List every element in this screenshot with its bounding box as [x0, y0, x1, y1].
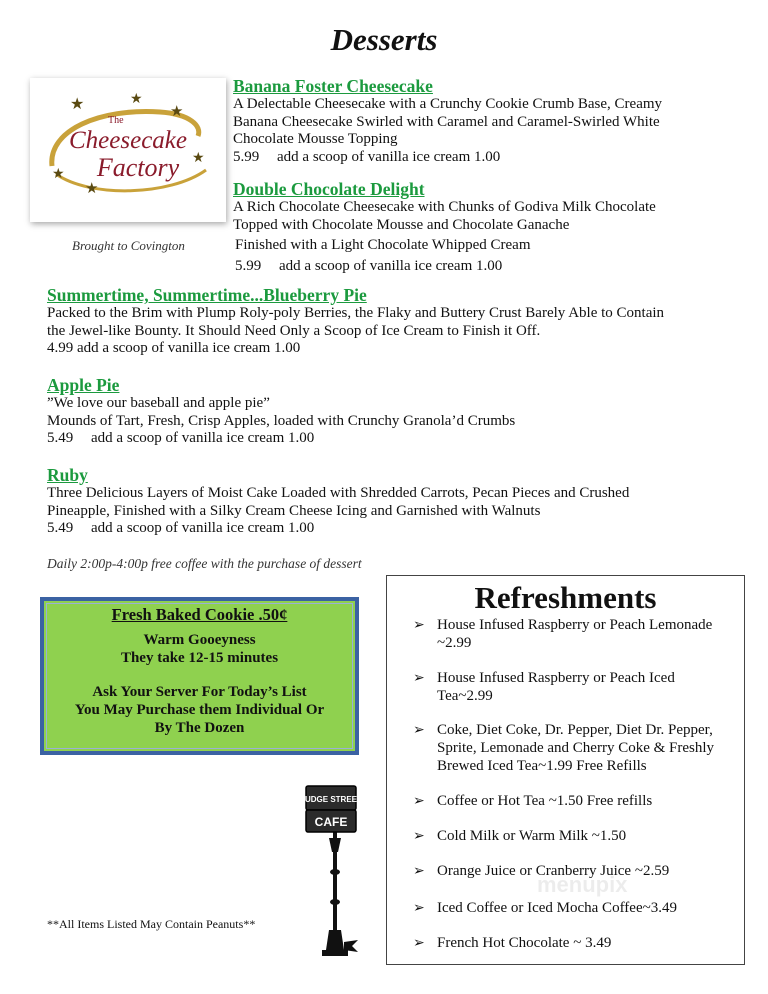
dessert-desc-line: Pineapple, Finished with a Silky Cream Cheese Icing and Garnished with Walnuts — [47, 502, 541, 519]
dessert-desc-line: the Jewel-like Bounty. It Should Need Only a Scoop of Ice Cream to Finish it Off. — [47, 322, 541, 339]
dessert-price: 5.99 — [235, 257, 262, 274]
cheesecake-factory-logo — [30, 78, 226, 222]
logo-text-the: The — [108, 115, 124, 126]
cookie-line: Ask Your Server For Today’s List — [92, 684, 307, 700]
dessert-desc-line: Banana Cheesecake Swirled with Caramel and Caramel-Swirled White — [233, 113, 660, 130]
dessert-price: 5.49 — [47, 520, 74, 536]
dessert-desc-line: Three Delicious Layers of Moist Cake Loaded with Shredded Carrots, Pecan Pieces and Crushed — [47, 485, 630, 501]
cookie-box — [40, 597, 359, 755]
refreshment-item: ➢ Iced Coffee or Iced Mocha Coffee~3.49 — [413, 900, 677, 916]
arrow-bullet-icon: ➢ — [413, 617, 425, 633]
dessert-desc-line: Chocolate Mousse Topping — [233, 131, 398, 147]
dessert-item — [47, 375, 515, 448]
sign-text-top: FUDGE STREET — [300, 795, 362, 804]
coffee-note: Daily 2:00p-4:00p free coffee with the purchase of dessert — [47, 556, 362, 571]
arrow-bullet-icon: ➢ — [413, 935, 425, 951]
refreshment-item: ➢ Cold Milk or Warm Milk ~1.50 — [413, 828, 627, 844]
arrow-bullet-icon: ➢ — [413, 828, 425, 844]
dessert-item — [47, 465, 629, 538]
dessert-item — [233, 179, 656, 275]
dessert-addon: add a scoop of vanilla ice cream 1.00 — [91, 520, 315, 536]
dessert-name: Summertime, Summertime...Blueberry Pie — [47, 285, 367, 305]
logo-graphic — [30, 78, 226, 222]
refreshment-item: ➢ House Infused Raspberry or Peach Iced Tea~2.99 — [413, 670, 675, 704]
dessert-desc-line: Topped with Chocolate Mousse and Chocolate Ganache — [233, 216, 570, 233]
refreshment-item: ➢ Coke, Diet Coke, Dr. Pepper, Diet Dr. Pepper, Sprite, Lemonade and Cherry Coke & Freshly Brewed Iced Tea~1.99 Free Refills — [413, 722, 715, 774]
cookie-title: Fresh Baked Cookie .50¢ — [111, 605, 288, 624]
dessert-desc-line: Finished with a Light Chocolate Whipped Cream — [235, 237, 531, 253]
watermark: menupix — [537, 872, 628, 897]
svg-text:★: ★ — [192, 151, 205, 166]
dessert-price: 5.49 — [47, 430, 74, 446]
cookie-line: They take 12-15 minutes — [120, 650, 279, 666]
sign-text-bottom: CAFE — [314, 815, 348, 829]
refreshment-item: ➢ French Hot Chocolate ~ 3.49 — [413, 935, 612, 951]
dessert-addon: add a scoop of vanilla ice cream 1.00 — [91, 430, 315, 446]
cookie-line: By The Dozen — [154, 720, 245, 736]
dessert-item — [233, 76, 662, 166]
dessert-desc-line: Mounds of Tart, Fresh, Crisp Apples, loaded with Crunchy Granola’d Crumbs — [47, 412, 516, 429]
arrow-bullet-icon: ➢ — [413, 863, 425, 879]
refreshment-item: ➢ Coffee or Hot Tea ~1.50 Free refills — [413, 793, 653, 809]
dessert-name: Apple Pie — [47, 375, 120, 395]
dessert-name: Double Chocolate Delight — [233, 179, 425, 199]
dessert-desc-line: Packed to the Brim with Plump Roly-poly Berries, the Flaky and Buttery Crust Barely Able to Contain — [47, 305, 665, 321]
arrow-bullet-icon: ➢ — [413, 900, 425, 916]
refreshments-title: Refreshments — [474, 580, 657, 615]
dessert-addon: add a scoop of vanilla ice cream 1.00 — [279, 257, 503, 274]
arrow-bullet-icon: ➢ — [413, 722, 425, 738]
dessert-name: Banana Foster Cheesecake — [233, 76, 433, 96]
logo-tagline: Brought to Covington — [72, 238, 185, 253]
logo-text-factory: Factory — [96, 153, 180, 182]
arrow-bullet-icon: ➢ — [413, 793, 425, 809]
refreshments-box — [386, 575, 745, 965]
cookie-line: You May Purchase them Individual Or — [74, 702, 325, 718]
cookie-line: Warm Gooeyness — [143, 632, 256, 648]
svg-text:★: ★ — [130, 92, 143, 107]
peanut-warning: **All Items Listed May Contain Peanuts** — [47, 917, 256, 931]
dessert-addon: add a scoop of vanilla ice cream 1.00 — [277, 148, 501, 165]
dessert-name: Ruby — [47, 465, 88, 485]
dessert-price: 5.99 — [233, 148, 260, 165]
svg-text:★: ★ — [170, 104, 184, 120]
refreshment-item: ➢ House Infused Raspberry or Peach Lemonade ~2.99 — [413, 617, 713, 651]
svg-text:★: ★ — [85, 181, 99, 197]
dessert-desc-line: A Delectable Cheesecake with a Crunchy Cookie Crumb Base, Creamy — [233, 96, 663, 112]
dessert-price: 4.99 — [47, 340, 74, 356]
page-title: Desserts — [330, 22, 438, 57]
street-sign-post-icon — [300, 780, 370, 971]
dessert-item — [47, 285, 664, 358]
dessert-addon: add a scoop of vanilla ice cream 1.00 — [77, 340, 301, 356]
arrow-bullet-icon: ➢ — [413, 670, 425, 686]
svg-text:★: ★ — [52, 167, 65, 182]
logo-text-cheesecake: Cheesecake — [69, 127, 187, 154]
dessert-desc-line: ”We love our baseball and apple pie” — [47, 395, 270, 411]
dessert-desc-line: A Rich Chocolate Cheesecake with Chunks of Godiva Milk Chocolate — [233, 199, 656, 215]
refreshment-item: ➢ Orange Juice or Cranberry Juice ~2.59 — [413, 863, 670, 879]
svg-text:★: ★ — [70, 96, 85, 113]
